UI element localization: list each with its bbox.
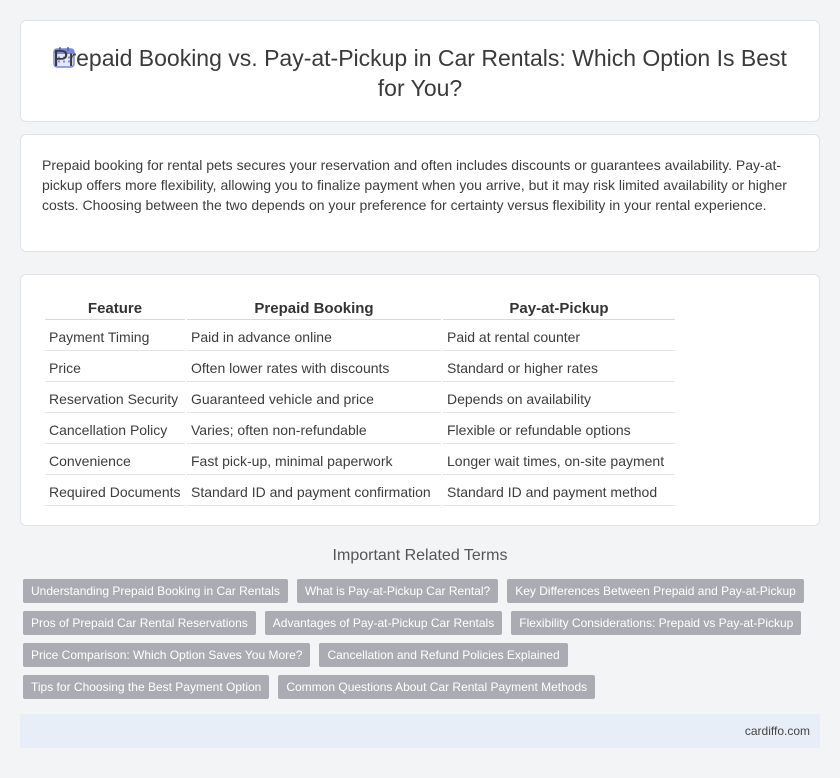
table-cell: Required Documents [45, 477, 185, 506]
column-header: Pay-at-Pickup [443, 297, 675, 320]
table-row [45, 446, 675, 475]
table-cell: Guaranteed vehicle and price [187, 384, 441, 413]
table-row [45, 353, 675, 382]
table-cell: Varies; often non-refundable [187, 415, 441, 444]
table-cell: Paid at rental counter [443, 322, 675, 351]
related-term-tag[interactable]: What is Pay-at-Pickup Car Rental? [297, 579, 498, 603]
table-cell: Standard ID and payment method [443, 477, 675, 506]
table-cell: Longer wait times, on-site payment [443, 446, 675, 475]
table-cell: Standard ID and payment confirmation [187, 477, 441, 506]
table-cell: Paid in advance online [187, 322, 441, 351]
table-header-row [45, 297, 675, 320]
column-header: Feature [45, 297, 185, 320]
comparison-table-card [20, 274, 820, 526]
related-term-tag[interactable]: Cancellation and Refund Policies Explained [319, 643, 567, 667]
related-term-tag[interactable]: Understanding Prepaid Booking in Car Rentals [23, 579, 288, 603]
table-cell: Fast pick-up, minimal paperwork [187, 446, 441, 475]
related-term-tag[interactable]: Price Comparison: Which Option Saves You More? [23, 643, 310, 667]
table-cell: Reservation Security [45, 384, 185, 413]
table-row [45, 477, 675, 506]
table-cell: Flexible or refundable options [443, 415, 675, 444]
table-row [45, 415, 675, 444]
table-cell: Standard or higher rates [443, 353, 675, 382]
intro-paragraph: Prepaid booking for rental pets secures your reservation and often includes discounts or guarantees availability. Pay-at-pickup offers more flexibility, allowing you to finalize payment when you arrive, but it may risk limited availability or higher costs. Choosing between the two depends on your preference for certainty versus flexibility in your rental experience. [42, 157, 787, 213]
table-cell: Depends on availability [443, 384, 675, 413]
comparison-table [43, 295, 677, 508]
related-term-tag[interactable]: Tips for Choosing the Best Payment Option [23, 675, 269, 699]
table-cell: Cancellation Policy [45, 415, 185, 444]
intro-card [20, 134, 820, 252]
related-term-tag[interactable]: Common Questions About Car Rental Payment Methods [278, 675, 595, 699]
footer-site-link[interactable]: cardiffo.com [744, 724, 810, 738]
footer [20, 714, 820, 748]
related-term-tag[interactable]: Key Differences Between Prepaid and Pay-at-Pickup [507, 579, 804, 603]
related-term-tag[interactable]: Pros of Prepaid Car Rental Reservations [23, 611, 256, 635]
related-terms-list [23, 579, 823, 707]
table-cell: Price [45, 353, 185, 382]
table-cell: Payment Timing [45, 322, 185, 351]
page-title: Prepaid Booking vs. Pay-at-Pickup in Car Rentals: Which Option Is Best for You? [53, 45, 787, 101]
related-terms-heading: Important Related Terms [332, 547, 508, 564]
table-cell: Often lower rates with discounts [187, 353, 441, 382]
table-row [45, 384, 675, 413]
column-header: Prepaid Booking [187, 297, 441, 320]
table-row [45, 322, 675, 351]
table-cell: Convenience [45, 446, 185, 475]
title-card [20, 20, 820, 122]
related-term-tag[interactable]: Flexibility Considerations: Prepaid vs Pay-at-Pickup [511, 611, 801, 635]
related-term-tag[interactable]: Advantages of Pay-at-Pickup Car Rentals [265, 611, 502, 635]
